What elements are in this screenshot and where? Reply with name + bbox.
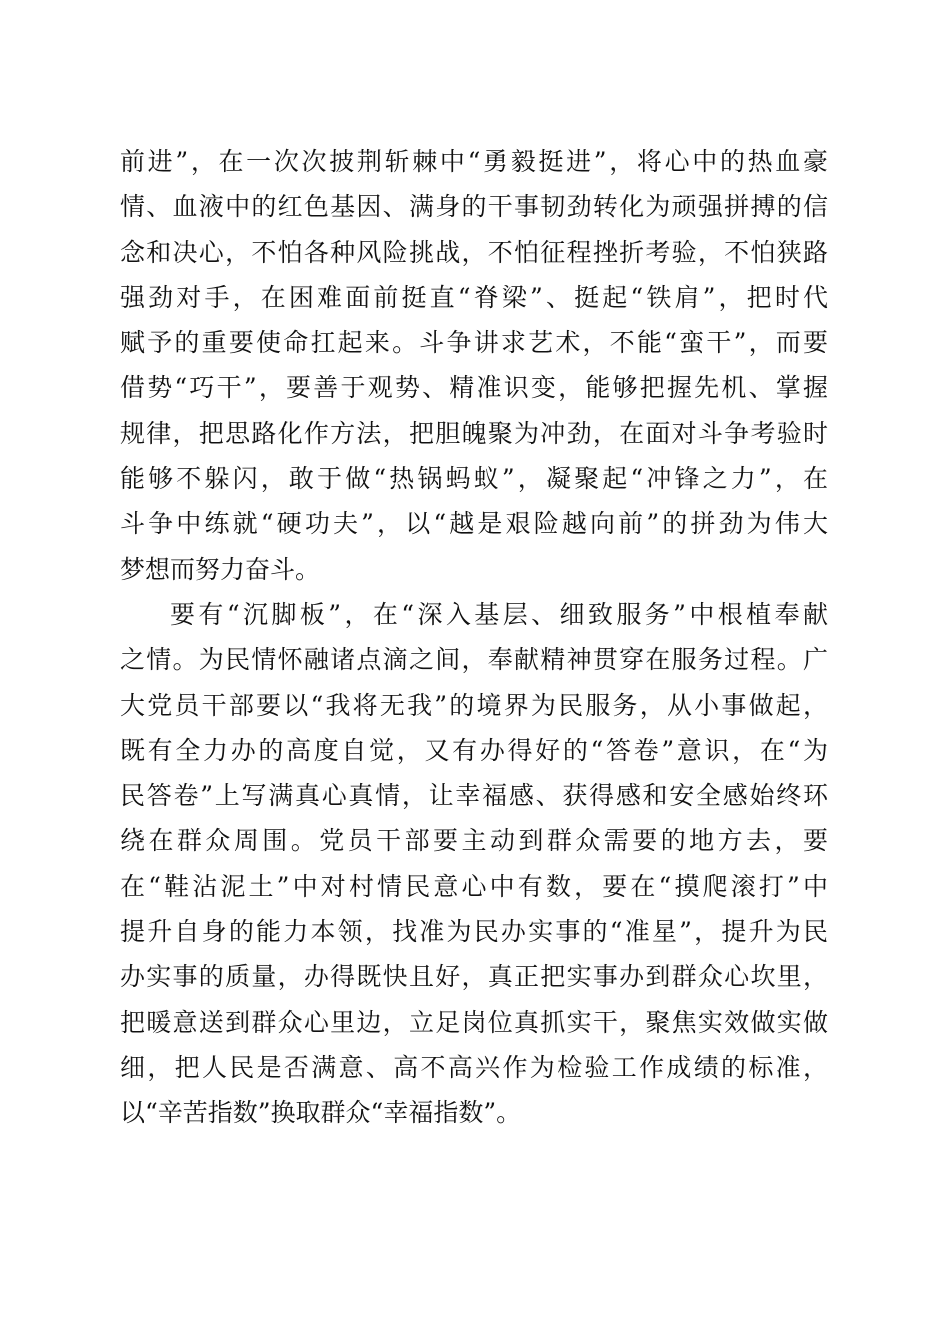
text-line: 把暖意送到群众心里边，立足岗位真抓实干，聚焦实效做实做 [120,1007,828,1037]
text-line: 既有全力办的高度自觉，又有办得好的“答卷”意识，在“为 [120,735,828,765]
text-line: 大党员干部要以“我将无我”的境界为民服务，从小事做起， [120,690,828,720]
text-line: 赋予的重要使命扛起来。斗争讲求艺术，不能“蛮干”，而要 [120,328,828,358]
text-line: 细，把人民是否满意、高不高兴作为检验工作成绩的标准， [120,1052,828,1082]
text-line: 斗争中练就“硬功夫”，以“越是艰险越向前”的拼劲为伟大 [120,509,828,539]
text-line: 之情。为民情怀融诸点滴之间，奉献精神贯穿在服务过程。广 [120,645,828,675]
text-line: 以“辛苦指数”换取群众“幸福指数”。 [120,1098,522,1128]
text-line: 能够不躲闪，敢于做“热锅蚂蚁”，凝聚起“冲锋之力”，在 [120,464,828,494]
text-line: 借势“巧干”，要善于观势、精准识变，能够把握先机、掌握 [120,373,828,403]
text-line: 念和决心，不怕各种风险挑战，不怕征程挫折考验，不怕狭路 [120,237,828,267]
text-line: 前进”，在一次次披荆斩棘中“勇毅挺进”，将心中的热血豪 [120,147,828,176]
text-line: 规律，把思路化作方法，把胆魄聚为冲劲，在面对斗争考验时 [120,418,828,448]
text-line: 情、血液中的红色基因、满身的干事韧劲转化为顽强拼搏的信 [120,192,828,222]
text-line: 提升自身的能力本领，找准为民办实事的“准星”，提升为民 [120,917,828,947]
text-line: 在“鞋沾泥土”中对村情民意心中有数，要在“摸爬滚打”中 [120,871,828,901]
document-body [120,139,828,1136]
text-line: 强劲对手，在困难面前挺直“脊梁”、挺起“铁肩”，把时代 [120,282,828,312]
text-line: 办实事的质量，办得既快且好，真正把实事办到群众心坎里， [120,962,828,992]
text-line: 绕在群众周围。党员干部要主动到群众需要的地方去，要 [120,826,828,856]
text-line: 梦想而努力奋斗。 [120,554,321,584]
text-line: 民答卷”上写满真心真情，让幸福感、获得感和安全感始终环 [120,781,828,811]
paragraph-dedication [120,592,828,1136]
text-line: 要有“沉脚板”，在“深入基层、细致服务”中根植奉献 [170,599,828,629]
paragraph-continued [120,139,828,592]
